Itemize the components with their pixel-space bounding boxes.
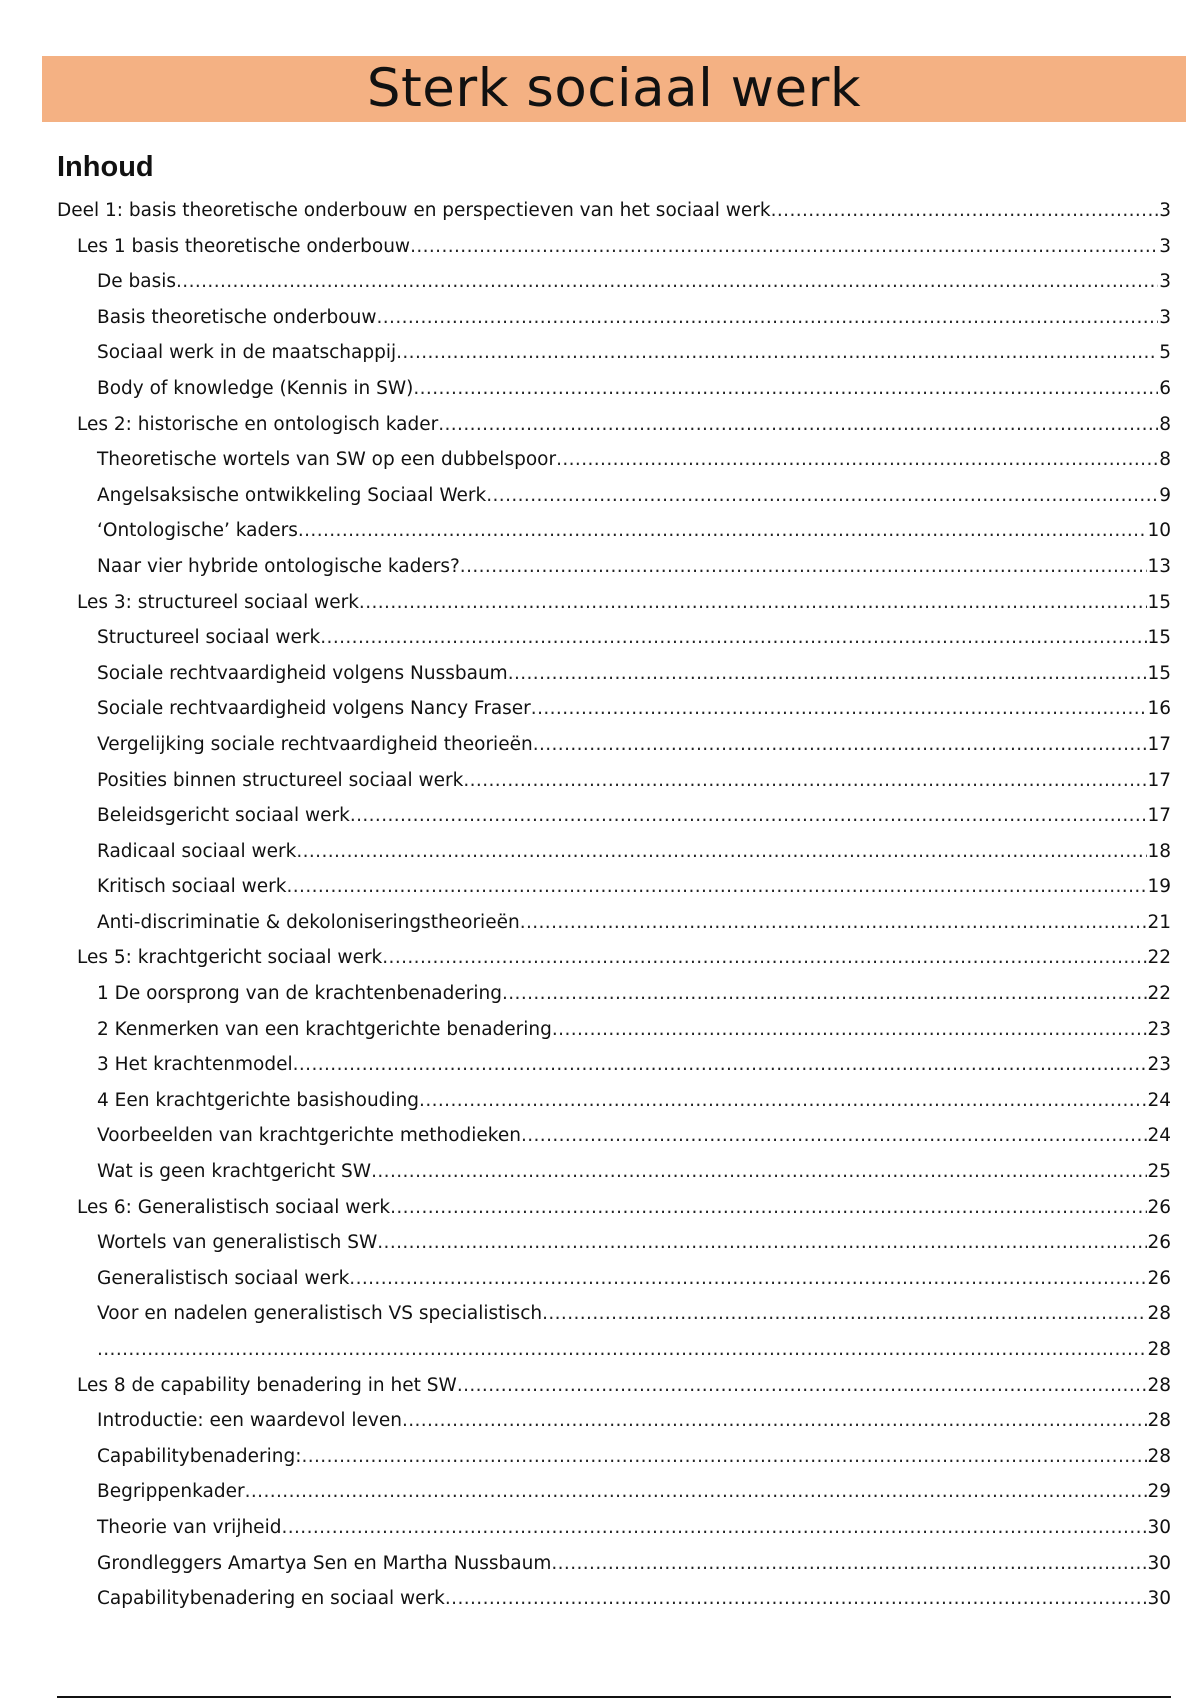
toc-entry[interactable]	[57, 193, 1171, 229]
toc-entry-page-number: 22	[1147, 983, 1171, 1005]
toc-entry-title: Structureel sociaal werk	[97, 627, 321, 649]
toc-entry[interactable]	[57, 1190, 1171, 1226]
toc-entry-title: 4 Een krachtgerichte basishouding	[97, 1089, 420, 1111]
toc-dot-leader	[176, 264, 1158, 300]
toc-entry-title: Beleidsgericht sociaal werk	[97, 805, 350, 827]
toc-entry[interactable]	[57, 1047, 1171, 1083]
toc-entry[interactable]	[57, 264, 1171, 300]
toc-entry-page-number: 28	[1147, 1445, 1171, 1467]
toc-entry-page-number: 8	[1159, 413, 1171, 435]
toc-entry-page-number: 13	[1147, 555, 1171, 577]
toc-entry-title: De basis	[97, 271, 177, 293]
toc-heading: Inhoud	[57, 151, 154, 183]
toc-entry-title: Introductie: een waardevol leven	[97, 1410, 402, 1432]
toc-dot-leader	[521, 1118, 1148, 1154]
toc-entry-page-number: 5	[1159, 342, 1171, 364]
toc-entry[interactable]	[57, 1332, 1171, 1368]
toc-entry[interactable]	[57, 656, 1171, 692]
toc-entry-page-number: 6	[1159, 377, 1171, 399]
toc-entry-page-number: 3	[1159, 235, 1171, 257]
toc-dot-leader	[377, 1225, 1147, 1261]
toc-entry-title: Theorie van vrijheid	[97, 1516, 282, 1538]
toc-dot-leader	[281, 1510, 1147, 1546]
toc-entry-page-number: 22	[1147, 947, 1171, 969]
toc-dot-leader	[293, 1047, 1148, 1083]
toc-entry-page-number: 17	[1147, 805, 1171, 827]
toc-dot-leader	[376, 300, 1158, 336]
toc-entry-title: Les 8 de capability benadering in het SW	[77, 1374, 457, 1396]
toc-entry-page-number: 10	[1147, 520, 1171, 542]
toc-entry-title: 1 De oorsprong van de krachtenbenadering	[97, 983, 502, 1005]
toc-entry-page-number: 3	[1159, 306, 1171, 328]
toc-entry[interactable]	[57, 1296, 1171, 1332]
toc-entry-page-number: 21	[1147, 911, 1171, 933]
toc-entry-title: Vergelijking sociale rechtvaardigheid theorieën	[97, 733, 533, 755]
toc-dot-leader	[390, 1190, 1147, 1226]
toc-entry-page-number: 3	[1159, 271, 1171, 293]
toc-entry-title: 2 Kenmerken van een krachtgerichte benadering	[97, 1018, 552, 1040]
toc-entry-page-number: 28	[1147, 1410, 1171, 1432]
toc-dot-leader	[771, 193, 1158, 229]
toc-entry[interactable]	[57, 1474, 1171, 1510]
toc-dot-leader	[531, 691, 1148, 727]
title-banner	[42, 56, 1186, 122]
toc-dot-leader	[486, 478, 1158, 514]
toc-dot-leader	[551, 1546, 1147, 1582]
toc-entry-page-number: 26	[1147, 1232, 1171, 1254]
toc-dot-leader	[552, 1012, 1148, 1048]
toc-entry-page-number: 17	[1147, 733, 1171, 755]
toc-entry[interactable]	[57, 513, 1171, 549]
toc-dot-leader	[445, 1581, 1148, 1617]
toc-entry-title: Kritisch sociaal werk	[97, 876, 287, 898]
toc-entry-page-number: 9	[1159, 484, 1171, 506]
toc-entry-page-number: 23	[1147, 1018, 1171, 1040]
toc-dot-leader	[502, 976, 1147, 1012]
toc-entry[interactable]	[57, 335, 1171, 371]
toc-entry[interactable]	[57, 727, 1171, 763]
toc-entry-page-number: 30	[1147, 1516, 1171, 1538]
toc-entry[interactable]	[57, 1154, 1171, 1190]
toc-entry-title: Les 1 basis theoretische onderbouw	[77, 235, 411, 257]
toc-entry[interactable]	[57, 1439, 1171, 1475]
toc-entry-page-number: 28	[1147, 1339, 1171, 1360]
toc-entry-title: ‘Ontologische’ kaders	[97, 520, 298, 542]
toc-dot-leader	[419, 1083, 1147, 1119]
toc-dot-leader	[97, 1332, 1147, 1368]
toc-entry-page-number: 28	[1147, 1374, 1171, 1396]
toc-entry-title: Wat is geen krachtgericht SW	[97, 1161, 372, 1183]
toc-dot-leader	[359, 585, 1148, 621]
toc-dot-leader	[298, 513, 1148, 549]
toc-entry-page-number: 15	[1147, 662, 1171, 684]
toc-dot-leader	[320, 620, 1147, 656]
toc-entry-title: Angelsaksische ontwikkeling Sociaal Werk	[97, 484, 487, 506]
toc-dot-leader	[245, 1474, 1148, 1510]
toc-entry-page-number: 26	[1147, 1267, 1171, 1289]
toc-entry-page-number: 23	[1147, 1054, 1171, 1076]
toc-dot-leader	[413, 371, 1158, 407]
toc-entry-title: Generalistisch sociaal werk	[97, 1267, 350, 1289]
toc-entry-title: Radicaal sociaal werk	[97, 840, 297, 862]
toc-entry-page-number: 28	[1147, 1303, 1171, 1325]
toc-entry[interactable]	[57, 229, 1171, 265]
toc-entry[interactable]	[57, 798, 1171, 834]
toc-entry-page-number: 3	[1159, 200, 1171, 221]
toc-entry-title: Sociale rechtvaardigheid volgens Nancy Fraser	[97, 698, 531, 720]
toc-entry[interactable]	[57, 549, 1171, 585]
toc-dot-leader	[286, 869, 1147, 905]
toc-entry[interactable]	[57, 1225, 1171, 1261]
toc-entry[interactable]	[57, 834, 1171, 870]
toc-entry[interactable]	[57, 1510, 1171, 1546]
toc-entry[interactable]	[57, 905, 1171, 941]
toc-dot-leader	[402, 1403, 1148, 1439]
toc-entry-title: Body of knowledge (Kennis in SW)	[97, 377, 414, 399]
toc-entry-title: Capabilitybenadering:	[97, 1445, 302, 1467]
toc-entry-title: Les 6: Generalistisch sociaal werk	[77, 1196, 391, 1218]
toc-dot-leader	[301, 1439, 1147, 1475]
toc-entry[interactable]	[57, 1261, 1171, 1297]
toc-dot-leader	[371, 1154, 1147, 1190]
toc-entry-title: Capabilitybenadering en sociaal werk	[97, 1588, 445, 1610]
toc-entry-title: Posities binnen structureel sociaal werk	[97, 769, 464, 791]
toc-dot-leader	[350, 798, 1148, 834]
toc-entry-page-number: 16	[1147, 698, 1171, 720]
toc-entry[interactable]	[57, 1546, 1171, 1582]
toc-entry-page-number: 24	[1147, 1089, 1171, 1111]
toc-dot-leader	[296, 834, 1147, 870]
toc-entry[interactable]	[57, 976, 1171, 1012]
toc-entry-title: Voor en nadelen generalistisch VS specialistisch	[97, 1303, 543, 1325]
toc-entry[interactable]	[57, 1083, 1171, 1119]
toc-entry-title: Sociaal werk in de maatschappij	[97, 342, 397, 364]
toc-dot-leader	[463, 763, 1147, 799]
toc-entry[interactable]	[57, 1403, 1171, 1439]
toc-entry[interactable]	[57, 620, 1171, 656]
toc-entry[interactable]	[57, 1581, 1171, 1617]
toc-entry-page-number: 24	[1147, 1125, 1171, 1147]
toc-dot-leader	[438, 407, 1158, 443]
toc-entry[interactable]	[57, 407, 1171, 443]
toc-entry[interactable]	[57, 371, 1171, 407]
toc-entry-title: Grondleggers Amartya Sen en Martha Nussbaum	[97, 1552, 552, 1574]
toc-entry[interactable]	[57, 691, 1171, 727]
toc-dot-leader	[382, 940, 1147, 976]
toc-entry-title: Voorbeelden van krachtgerichte methodieken	[97, 1125, 521, 1147]
toc-entry-page-number: 19	[1147, 876, 1171, 898]
toc-entry-title: Theoretische wortels van SW op een dubbelspoor	[97, 449, 557, 471]
toc-entry-title: Deel 1: basis theoretische onderbouw en perspectieven van het sociaal werk	[57, 200, 771, 221]
toc-entry[interactable]	[57, 1368, 1171, 1404]
toc-entry-page-number: 26	[1147, 1196, 1171, 1218]
toc-dot-leader	[410, 229, 1158, 265]
toc-entry-title: Les 2: historische en ontologisch kader	[77, 413, 439, 435]
toc-entry-title: Les 5: krachtgericht sociaal werk	[77, 947, 383, 969]
toc-entry[interactable]	[57, 1118, 1171, 1154]
toc-entry[interactable]	[57, 1012, 1171, 1048]
toc-dot-leader	[396, 335, 1158, 371]
toc-entry-page-number: 25	[1147, 1161, 1171, 1183]
toc-entry-title: Les 3: structureel sociaal werk	[77, 591, 359, 613]
toc-entry[interactable]	[57, 940, 1171, 976]
toc-entry-page-number: 29	[1147, 1481, 1171, 1503]
toc-entry-title: Naar vier hybride ontologische kaders?	[97, 555, 460, 577]
toc-entry-page-number: 30	[1147, 1552, 1171, 1574]
toc-dot-leader	[349, 1261, 1147, 1297]
toc-entry[interactable]	[57, 442, 1171, 478]
toc-entry-page-number: 15	[1147, 627, 1171, 649]
toc-entry[interactable]	[57, 478, 1171, 514]
toc-entry[interactable]	[57, 300, 1171, 336]
toc-dot-leader	[556, 442, 1158, 478]
document-title: Sterk sociaal werk	[366, 58, 862, 119]
table-of-contents	[57, 193, 1171, 1617]
toc-entry-page-number: 17	[1147, 769, 1171, 791]
toc-entry[interactable]	[57, 585, 1171, 621]
toc-entry-page-number: 18	[1147, 840, 1171, 862]
toc-entry-page-number: 8	[1159, 449, 1171, 471]
footer-divider	[57, 1696, 1171, 1698]
toc-entry-page-number: 30	[1147, 1588, 1171, 1610]
toc-entry-title: Basis theoretische onderbouw	[97, 306, 377, 328]
toc-dot-leader	[533, 727, 1148, 763]
toc-entry-title: Sociale rechtvaardigheid volgens Nussbaum	[97, 662, 508, 684]
toc-entry-title: Wortels van generalistisch SW	[97, 1232, 378, 1254]
toc-entry-title: Anti-discriminatie & dekoloniseringstheorieën	[97, 911, 520, 933]
toc-dot-leader	[457, 1368, 1148, 1404]
toc-entry-title: Begrippenkader	[97, 1481, 245, 1503]
toc-dot-leader	[520, 905, 1148, 941]
toc-entry[interactable]	[57, 869, 1171, 905]
toc-entry-title: 3 Het krachtenmodel	[97, 1054, 293, 1076]
toc-dot-leader	[508, 656, 1148, 692]
toc-dot-leader	[460, 549, 1148, 585]
toc-entry[interactable]	[57, 763, 1171, 799]
toc-dot-leader	[542, 1296, 1147, 1332]
toc-entry-page-number: 15	[1147, 591, 1171, 613]
